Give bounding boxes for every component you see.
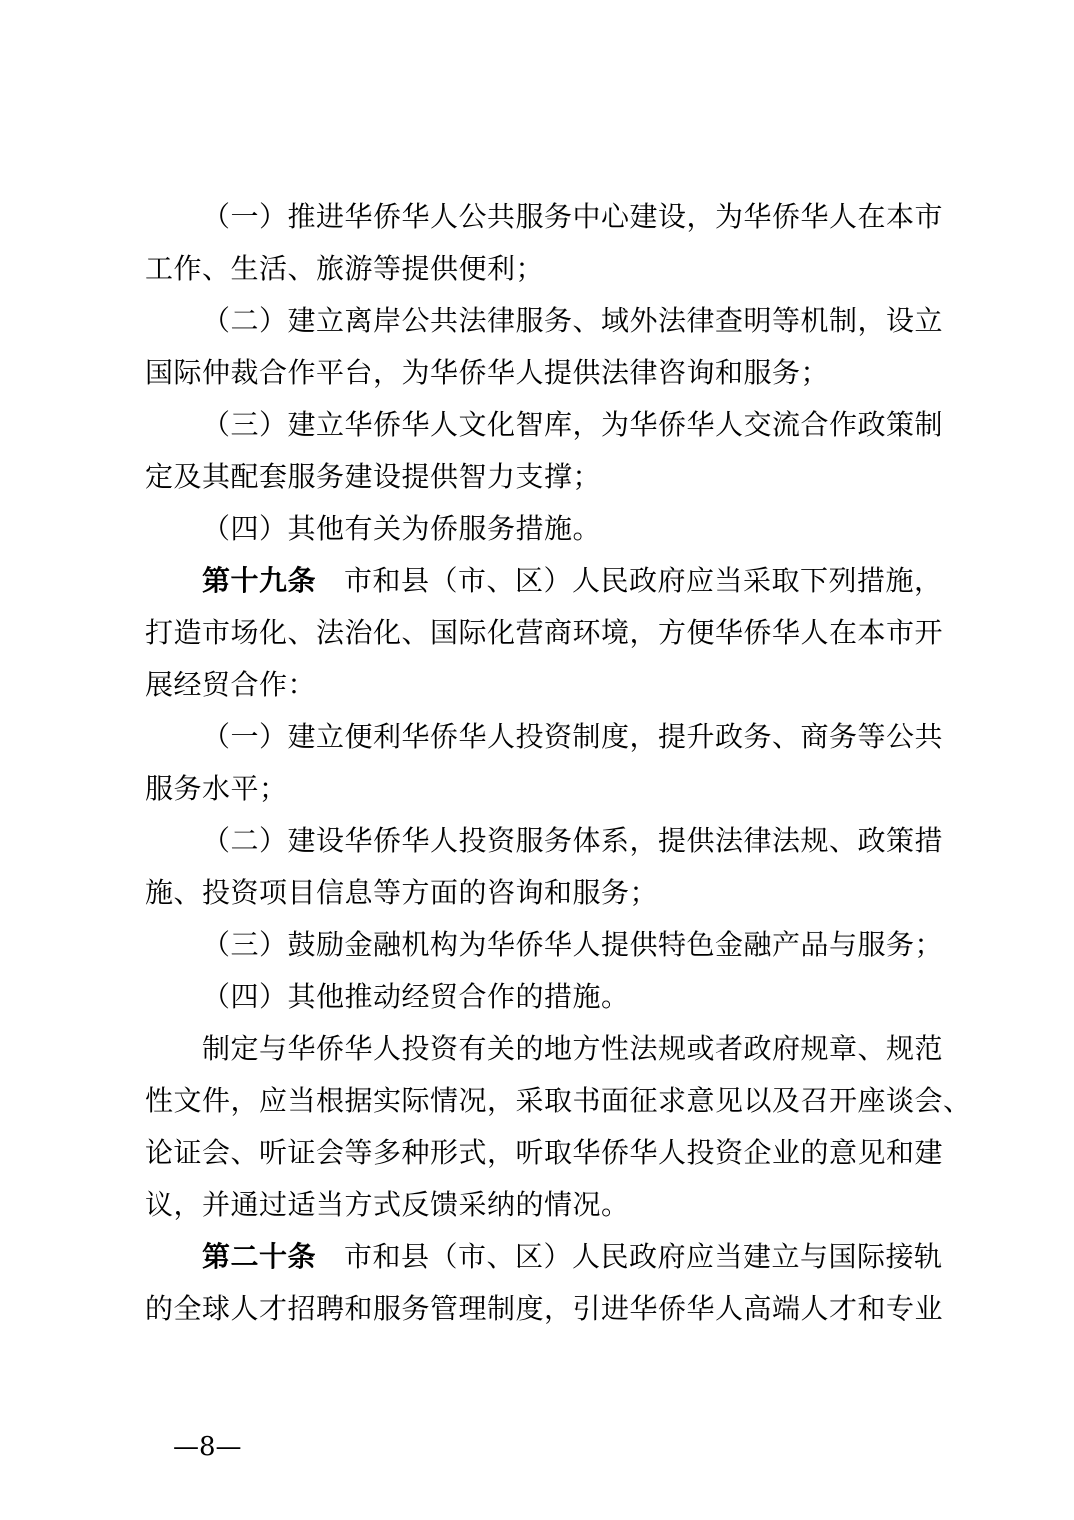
paragraph-line: （三）建立华侨华人文化智库，为华侨华人交流合作政策制 [202, 408, 944, 441]
paragraph-line: （二）建立离岸公共法律服务、域外法律查明等机制，设立 [202, 304, 944, 337]
paragraph-line: 议，并通过适当方式反馈采纳的情况。 [145, 1188, 630, 1221]
paragraph-line: 性文件，应当根据实际情况，采取书面征求意见以及召开座谈会、 [145, 1084, 972, 1117]
paragraph-line: （三）鼓励金融机构为华侨华人提供特色金融产品与服务； [202, 928, 944, 961]
paragraph-line: （一）建立便利华侨华人投资制度，提升政务、商务等公共 [202, 720, 944, 753]
paragraph-line: 定及其配套服务建设提供智力支撑； [145, 460, 602, 493]
paragraph-line: 施、投资项目信息等方面的咨询和服务； [145, 876, 659, 909]
paragraph-line: （一）推进华侨华人公共服务中心建设，为华侨华人在本市 [202, 200, 944, 233]
paragraph-line: （四）其他有关为侨服务措施。 [202, 512, 602, 545]
paragraph-line: （二）建设华侨华人投资服务体系，提供法律法规、政策措 [202, 824, 944, 857]
paragraph-line: 国际仲裁合作平台，为华侨华人提供法律咨询和服务； [145, 356, 830, 389]
article-20-heading: 第二十条 [202, 1240, 317, 1273]
paragraph-line: 服务水平； [145, 772, 288, 805]
paragraph-line: 制定与华侨华人投资有关的地方性法规或者政府规章、规范 [202, 1032, 944, 1065]
paragraph-line: 打造市场化、法治化、国际化营商环境，方便华侨华人在本市开 [145, 616, 944, 649]
article-19-first-line [202, 564, 943, 597]
paragraph-line: 工作、生活、旅游等提供便利； [145, 252, 545, 285]
article-20-first-line [202, 1240, 943, 1273]
page-number: —8— [173, 1432, 242, 1462]
paragraph-text: 市和县（市、区）人民政府应当采取下列措施， [344, 564, 943, 597]
paragraph-line: 的全球人才招聘和服务管理制度，引进华侨华人高端人才和专业 [145, 1292, 944, 1325]
paragraph-line: （四）其他推动经贸合作的措施。 [202, 980, 630, 1013]
paragraph-text: 市和县（市、区）人民政府应当建立与国际接轨 [344, 1240, 943, 1273]
paragraph-line: 展经贸合作： [145, 668, 317, 701]
article-19-heading: 第十九条 [202, 564, 317, 597]
paragraph-line: 论证会、听证会等多种形式，听取华侨华人投资企业的意见和建 [145, 1136, 944, 1169]
